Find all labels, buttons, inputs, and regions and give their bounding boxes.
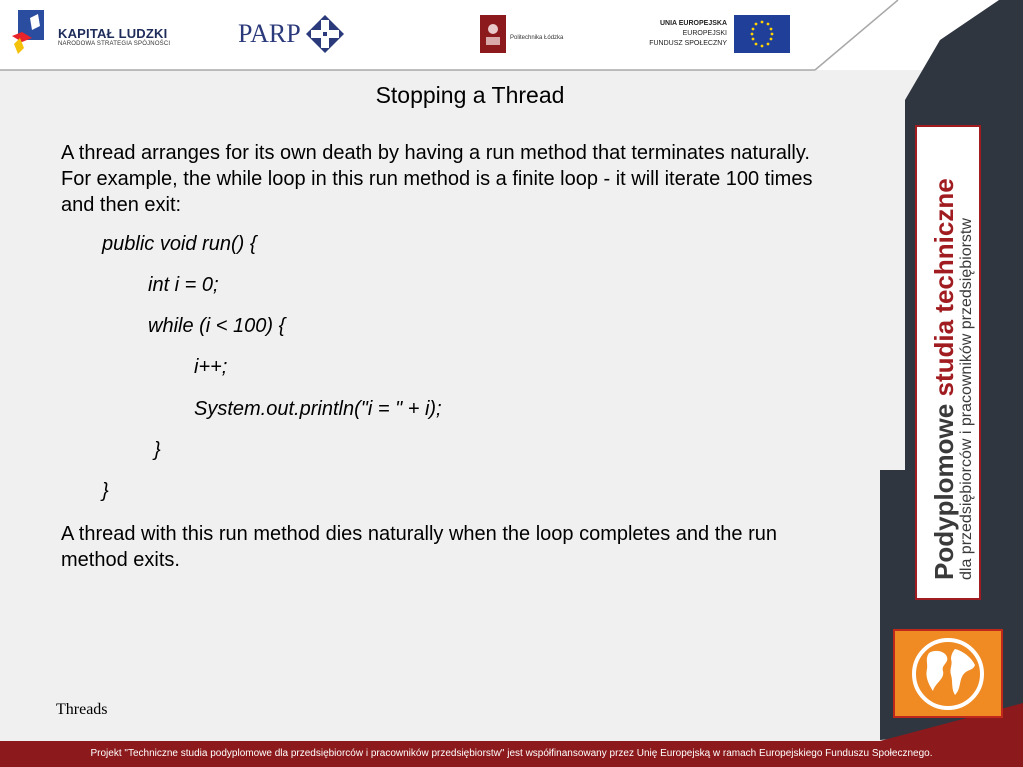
parp-wordmark: PARP xyxy=(238,19,301,48)
kapital-ludzki-title: KAPITAŁ LUDZKI xyxy=(58,26,168,41)
kapital-ludzki-subtitle: NARODOWA STRATEGIA SPÓJNOŚCI xyxy=(58,41,171,47)
eu-label-line2: EUROPEJSKI xyxy=(682,30,727,37)
intro-paragraph: A thread arranges for its own death by having a run method that terminates naturally. For example, the while loop in this run method is a finite loop - it will iterate 100 times and then exit: xyxy=(61,142,813,216)
code-line-6: } xyxy=(154,439,161,461)
eu-flag-icon xyxy=(734,15,790,53)
code-line-4: i++; xyxy=(194,356,228,378)
globe-icon xyxy=(895,631,1001,716)
slide-title: Stopping a Thread xyxy=(375,82,565,108)
slide-outro xyxy=(61,521,831,573)
funding-statement: Projekt "Techniczne studia podyplomowe dla przedsiębiorców i pracowników przedsiębiorstw" jest współfinansowany przez Unię Europejską w ramach Europejskiego Funduszu Społecznego. xyxy=(90,748,933,759)
kapital-ludzki-emblem-icon xyxy=(8,8,48,58)
eu-label-line1: UNIA EUROPEJSKA xyxy=(659,20,727,27)
eu-label-line3: FUNDUSZ SPOŁECZNY xyxy=(649,40,727,47)
parp-emblem-icon xyxy=(305,14,345,54)
banner-line-2: dla przedsiębiorców i pracowników przedsiębiorstw xyxy=(958,218,975,580)
code-line-2: int i = 0; xyxy=(148,274,219,296)
banner-word-1: Podyplomowe xyxy=(929,403,959,580)
globe-tile xyxy=(893,629,1003,718)
slide-intro xyxy=(61,140,831,218)
code-line-1: public void run() { xyxy=(102,233,257,255)
code-line-3: while (i < 100) { xyxy=(148,315,286,337)
politechnika-crest-icon xyxy=(480,15,506,53)
code-line-5: System.out.println("i = " + i); xyxy=(194,398,442,420)
politechnika-name: Politechnika Łódzka xyxy=(510,35,564,41)
banner-word-2: studia xyxy=(929,319,959,397)
slide-footer-label: Threads xyxy=(56,701,108,718)
code-line-7: } xyxy=(102,480,109,502)
banner-word-3: techniczne xyxy=(929,178,959,313)
outro-paragraph: A thread with this run method dies naturally when the loop completes and the run method exits. xyxy=(61,523,777,571)
banner-line-1 xyxy=(930,178,958,580)
program-banner-text xyxy=(930,178,976,580)
